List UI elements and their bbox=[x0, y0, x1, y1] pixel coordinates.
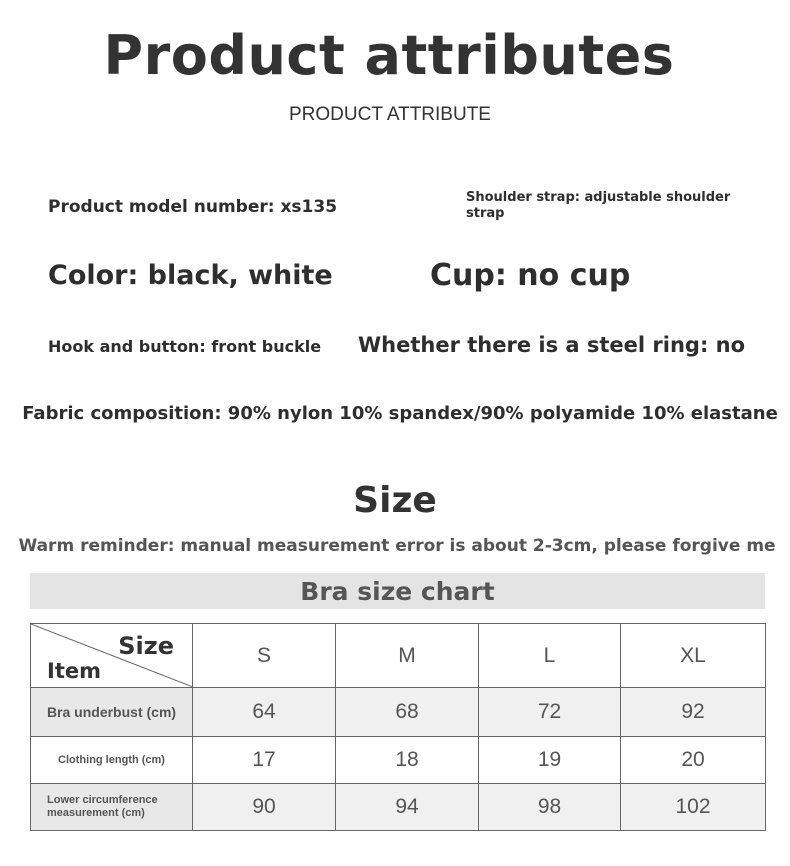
table-cell: 92 bbox=[621, 688, 766, 737]
column-header-s: S bbox=[193, 624, 336, 688]
attribute-cup: Cup: no cup bbox=[430, 258, 631, 293]
row-label-lower-circumference: Lower circumference measurement (cm) bbox=[31, 784, 193, 831]
measurement-reminder: Warm reminder: manual measurement error is about 2-3cm, please forgive me bbox=[18, 536, 776, 556]
column-header-l: L bbox=[479, 624, 621, 688]
attribute-steel-ring: Whether there is a steel ring: no bbox=[358, 333, 746, 357]
attribute-fabric-composition: Fabric composition: 90% nylon 10% spandex/90% polyamide 10% elastane bbox=[22, 403, 778, 424]
table-row bbox=[31, 688, 766, 737]
table-header-row bbox=[31, 624, 766, 688]
table-cell: 68 bbox=[336, 688, 479, 737]
attribute-model-number: Product model number: xs135 bbox=[48, 197, 338, 217]
table-cell: 98 bbox=[479, 784, 621, 831]
column-header-xl: XL bbox=[621, 624, 766, 688]
table-cell: 72 bbox=[479, 688, 621, 737]
attribute-shoulder-strap: Shoulder strap: adjustable shoulder strap bbox=[466, 190, 731, 221]
table-cell: 20 bbox=[621, 737, 766, 784]
table-corner-cell bbox=[31, 624, 193, 688]
column-header-m: M bbox=[336, 624, 479, 688]
page-subtitle: PRODUCT ATTRIBUTE bbox=[289, 104, 491, 125]
page-title: Product attributes bbox=[103, 24, 675, 87]
size-chart-table bbox=[30, 623, 766, 831]
table-cell: 64 bbox=[193, 688, 336, 737]
table-row bbox=[31, 784, 766, 831]
corner-item-label: Item bbox=[47, 659, 101, 683]
size-section-title: Size bbox=[353, 480, 437, 521]
table-row bbox=[31, 737, 766, 784]
row-label-clothing-length: Clothing length (cm) bbox=[31, 737, 193, 784]
table-cell: 17 bbox=[193, 737, 336, 784]
table-cell: 94 bbox=[336, 784, 479, 831]
size-chart-title: Bra size chart bbox=[300, 577, 495, 606]
table-cell: 102 bbox=[621, 784, 766, 831]
table-cell: 19 bbox=[479, 737, 621, 784]
table-cell: 18 bbox=[336, 737, 479, 784]
attribute-hook-button: Hook and button: front buckle bbox=[48, 337, 322, 356]
corner-size-label: Size bbox=[118, 632, 174, 660]
table-cell: 90 bbox=[193, 784, 336, 831]
attribute-color: Color: black, white bbox=[48, 260, 333, 291]
row-label-underbust: Bra underbust (cm) bbox=[31, 688, 193, 737]
